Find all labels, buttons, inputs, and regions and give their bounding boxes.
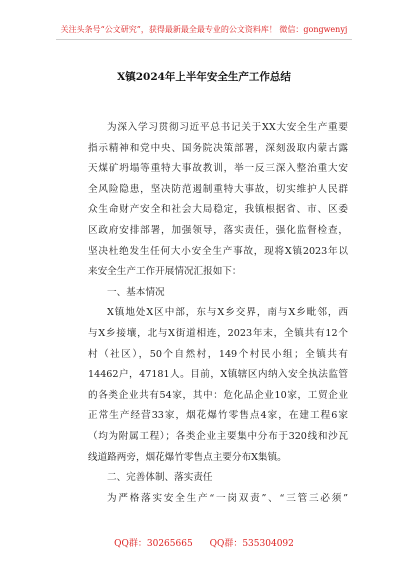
footer-contacts	[0, 536, 408, 549]
body-line: 线道路两旁，烟花爆竹零售点主要分布X集镇。	[88, 451, 287, 463]
document-body	[88, 118, 348, 509]
header-banner: 关注头条号“公文研究”，获得最新最全最专业的公文资料库！ 微信：gongwenyj	[60, 25, 348, 34]
body-line: 正常生产经营33家，烟花爆竹零售点4家，在建工程6家	[88, 410, 348, 422]
body-line: 为深入学习贯彻习近平总书记关于XX大安全生产重要	[107, 122, 348, 133]
section-heading: 二、完善体制、落实责任	[107, 472, 213, 484]
body-line: 坚决杜绝发生任何大小安全生产事故，现将X镇2023年以	[88, 245, 348, 257]
body-line: 的各类企业共有54家，其中：危化品企业10家，工贸企业	[88, 389, 348, 401]
section-heading: 一、基本情况	[107, 286, 165, 298]
body-line: 14462户，47181人。目前，X镇辖区内纳入安全执法监管	[88, 369, 348, 381]
body-line: 为严格落实安全生产“一岗双责”、“三管三必须”	[107, 492, 348, 504]
body-line: 村（社区），50个自然村，149个村民小组；全镇共有	[88, 348, 348, 360]
body-line: 众生命财产安全和社会大局稳定，我镇根据省、市、区委	[88, 204, 348, 216]
body-line: 来安全生产工作开展情况汇报如下：	[88, 266, 242, 278]
body-line: 与X乡接壤，北与X街道相连，2023年末，全镇共有12个	[88, 327, 348, 339]
header-divider	[56, 39, 352, 40]
body-line: 指示精神和党中央、国务院决策部署，深刻汲取内蒙古露	[88, 142, 348, 154]
body-line: X镇地处X区中部，东与X乡交界，南与X乡毗邻，西	[107, 307, 348, 319]
body-line: （均为附属工程）；各类企业主要集中分布于320线和沙瓦	[88, 430, 348, 442]
body-line: 全风险隐患，坚决防范遏制重特大事故，切实维护人民群	[88, 183, 348, 195]
document-title: X镇2024年上半年安全生产工作总结	[117, 71, 291, 83]
body-line: 天煤矿坍塌等重特大事故教训，举一反三深入整治重大安	[88, 163, 348, 175]
body-line: 区政府安排部署，加强领导，落实责任，强化监督检查，	[88, 224, 348, 236]
footer-qq-group-1: QQ群：30265665	[114, 539, 193, 549]
footer-qq-group-2: QQ群：535304092	[209, 539, 294, 549]
